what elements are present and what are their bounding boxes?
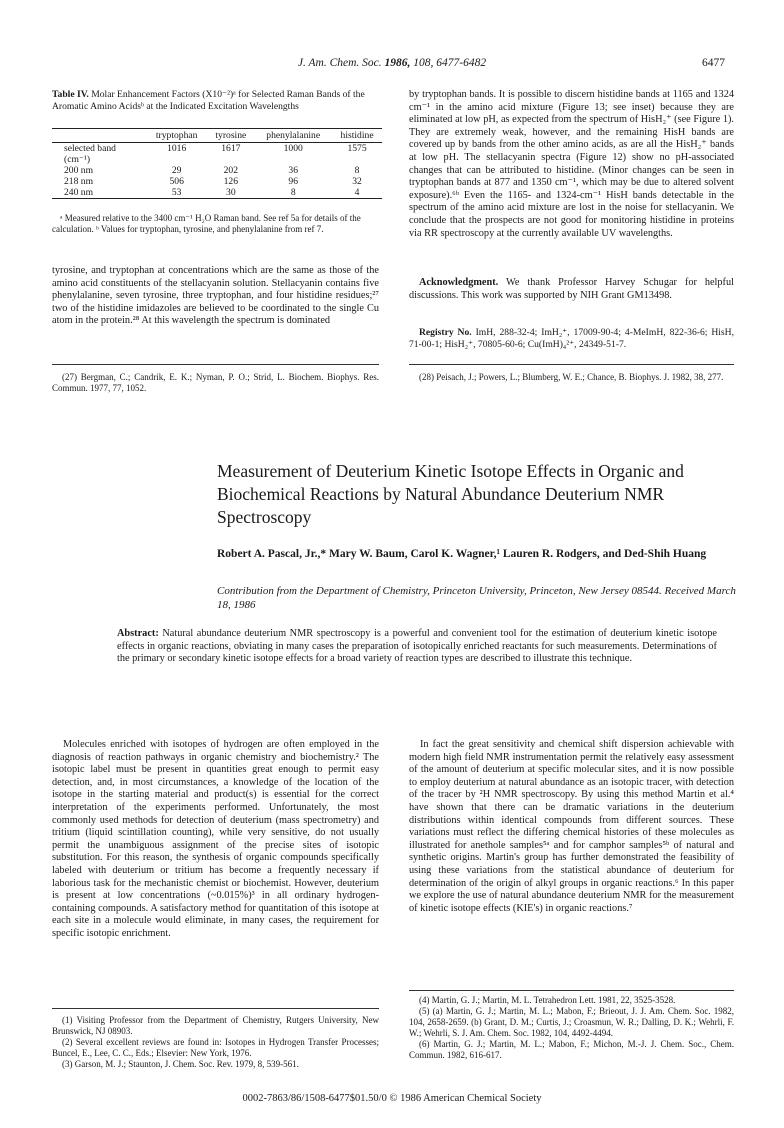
footnote-rule-right-bottom: [409, 990, 734, 991]
table-row: [52, 165, 382, 176]
table-cell: 8: [254, 187, 332, 199]
footnotes-right: [409, 995, 734, 1061]
footnote-rule-left-bottom: [52, 1008, 379, 1009]
table-footnote: ᵃ Measured relative to the 3400 cm⁻¹ H₂O Raman band. See ref 5a for details of the calculation. ᵇ Values for tryptophan, tyrosine, and phenylalanine from ref 7.: [52, 213, 361, 234]
table-cell: 96: [288, 176, 298, 187]
enhancement-table: [52, 128, 382, 199]
journal-name: J. Am. Chem. Soc.: [297, 57, 382, 69]
registry-numbers: [409, 327, 734, 352]
footnote-rule-right: [409, 364, 734, 365]
footnote-rule-left: [52, 364, 379, 365]
page-footer: 0002-7863/86/1508-6477$01.50/0 © 1986 American Chemical Society: [242, 1093, 542, 1104]
table-row: [52, 176, 382, 187]
table-cell: 1575: [347, 143, 367, 154]
table-cell: 53: [146, 187, 207, 199]
table-cell: 506: [169, 176, 184, 187]
page-number: 6477: [702, 57, 725, 69]
footnote-item: (5) (a) Martin, G. J.; Martin, M. L.; Mabon, F.; Brieout, J. J. Am. Chem. Soc. 1982, 104, 2658-2659. (b) Grant, D. M.; Curtis, J.; Croasmun, W. R.; Dalling, D. K.; Wehrli, F. W.; Wehrli, S. J. Am. Chem. Soc. 1982, 104, 4492-4494.: [409, 1006, 734, 1038]
registry-text: ImH, 288-32-4; ImH₂⁺, 17009-90-4; 4-MeImH, 822-36-6; HisH, 71-00-1; HisH₂⁺, 70805-60-6; Cu(ImH)₄²⁺, 24349-51-7.: [409, 327, 734, 351]
body-text-left: Molecules enriched with isotopes of hydrogen are often employed in the diagnosis of reaction pathways in organic chemistry and biochemistry.² The isotopic label must be present in quantities great enough to permit easy detection, and, in most circumstances, a knowledge of the location of the isotope in the starting material and product(s) is essential for the correct interpretation of the experiments performed. Unfortunately, the most commonly used methods for detection of deuterium (mass spectrometry) and tritium (liquid scintillation counting), while very sensitive, do not usually permit the unambiguous assignment of the precise sites of isotopic substitution. For this reason, the synthesis of organic compounds specifically labeled with deuterium or tritium has become a frequently necessary if laborious task for the mechanistic chemist or biochemist. However, deuterium is present at low concentrations (~0.015%)³ in all ordinary hydrogen-containing compounds. A satisfactory method for quantitation of this isotope at each site in a molecule would eliminate, in many cases, the requirement for specific isotopic enrichment.: [52, 739, 379, 939]
table-row-label: 240 nm: [52, 187, 146, 199]
table-cell: 126: [223, 176, 239, 187]
reference-28: (28) Peisach, J.; Powers, L.; Blumberg, W. E.; Chance, B. Biophys. J. 1982, 38, 277.: [419, 372, 724, 382]
table-cell: 36: [288, 165, 298, 176]
footnote-item: (6) Martin, G. J.; Martin, M. L.; Mabon, F.; Michon, M.-J. J. Chem. Soc., Chem. Commun. 1982, 616-617.: [409, 1039, 734, 1060]
table-label: Table IV.: [52, 89, 89, 100]
body-text-right: In fact the great sensitivity and chemical shift dispersion achievable with modern high field NMR instrumentation permit the relatively easy assessment of the amount of deuterium at specific molecular sites, and it is now possible to employ deuterium at natural abundance as an isotopic tracer, with detection of the tracer by ²H NMR spectroscopy. By using this method Martin et al.⁴ have shown that there can be dramatic variations in the deuterium distributions within identical compounds from different sources. These variations must reflect the differing chemical histories of these molecules as illustrated for anethole samples⁵ᵃ and for camphor samples⁵ᵇ of natural and synthetic origins. Martin's group has further demonstrated the feasibility of using these variations from the statistical abundance of deuterium for determination of the origin of alkyl groups in organic reactions.⁶ In this paper we explore the use of natural abundance deuterium NMR for the measurement of kinetic isotope effects (KIE's) in organic reactions.⁷: [409, 739, 734, 914]
table-header-cell: phenylalanine: [254, 129, 332, 143]
journal-volume: 108,: [413, 57, 434, 69]
table-header-cell: tryptophan: [146, 129, 207, 143]
table-caption: [52, 89, 382, 113]
table-header-row: [52, 129, 382, 143]
article-title: Measurement of Deuterium Kinetic Isotope Effects in Organic and Biochemical Reactions by Natural Abundance Deuterium NMR Spectroscopy: [217, 461, 684, 527]
abstract: [117, 628, 717, 666]
article-authors: Robert A. Pascal, Jr.,* Mary W. Baum, Carol K. Wagner,¹ Lauren R. Rodgers, and Ded-Shih Huang: [217, 548, 707, 560]
table-cell: 1617: [221, 143, 241, 154]
footnote-item: (3) Garson, M. J.; Staunton, J. Chem. Soc. Rev. 1979, 8, 539-561.: [62, 1059, 299, 1069]
table-row-label: selected band (cm⁻¹): [64, 143, 116, 165]
table-header-cell: histidine: [332, 129, 382, 143]
prev-article-left-text: tyrosine, and tryptophan at concentrations which are the same as those of the amino acid constituents of the stellacyanin solution. Stellacyanin contains five phenylalanine, seven tyrosine, three tryptophan, and four histidine residues;²⁷ two of the histidine imidazoles are believed to be coordinated to the single Cu atom in the protein.²⁸ At this wavelength the spectrum is dominated: [52, 265, 379, 327]
table-header-cell: [52, 129, 146, 143]
abstract-label: Abstract:: [117, 628, 159, 639]
table-cell: 202: [223, 165, 239, 176]
prev-article-right-text: by tryptophan bands. It is possible to discern histidine bands at 1165 and 1324 cm⁻¹ in the amino acid mixture (Figure 13; see inset) because they are eliminated at low pH, as expected from the spectrum of HisH₂⁺ (see Figure 1). They are extremely weak, however, and the remaining HisH bands are covered up by bands from the other amino acids, as are all the HisH₂⁺ bands at low pH. The stellacyanin spectra (Figure 12) show no pH-associated changes that can be attributed to histidine. (Minor changes can be seen in tryptophan bands at 877 and 1350 cm⁻¹, which may be due to altered solvent exposure).⁶ᵇ Even the 1165- and 1324-cm⁻¹ HisH bands detectable in the spectrum of the amino acid mixture are lost in the noise for stellacyanin. We conclude that the prospects are not good for monitoring histidine in proteins via RR spectroscopy at the currently available UV wavelengths.: [409, 89, 734, 239]
acknowledgment-text: We thank Professor Harvey Schugar for helpful discussions. This work was supported by NIH Grant GM13498.: [409, 277, 734, 301]
reference-27: (27) Bergman, C.; Candrik, E. K.; Nyman, P. O.; Strid, L. Biochem. Biophys. Res. Commun. 1977, 77, 1052.: [52, 372, 379, 393]
article-affiliation: Contribution from the Department of Chemistry, Princeton University, Princeton, New Jersey 08544. Received March 18, 1986: [217, 585, 736, 611]
footnote-item: (4) Martin, G. J.; Martin, M. L. Tetrahedron Lett. 1981, 22, 3525-3528.: [419, 995, 676, 1005]
table-cell: 8: [354, 165, 360, 176]
footnote-item: (1) Visiting Professor from the Department of Chemistry, Rutgers University, New Brunswick, NJ 08903.: [52, 1015, 379, 1036]
registry-label: Registry No.: [419, 327, 472, 338]
table-header-cell: tyrosine: [207, 129, 254, 143]
footnote-item: (2) Several excellent reviews are found in: Isotopes in Hydrogen Transfer Processes; Buncel, E., Lee, C. C., Eds.; Elsevier: New York, 1976.: [52, 1037, 379, 1058]
footnotes-left: [52, 1015, 379, 1070]
journal-year: 1986,: [384, 57, 411, 69]
acknowledgment-label: Acknowledgment.: [419, 277, 499, 288]
table-row-label: 200 nm: [64, 165, 94, 176]
table-row: [52, 143, 382, 166]
table-cell: 29: [171, 165, 182, 176]
table-cell: 1000: [283, 143, 303, 154]
table-cell: 4: [332, 187, 382, 199]
table-cell: 32: [352, 176, 362, 187]
table-row: [52, 187, 382, 199]
table-caption-text: Molar Enhancement Factors (X10⁻²)ᵃ for Selected Raman Bands of the Aromatic Amino Acidsᵇ at the Indicated Excitation Wavelengths: [52, 89, 365, 112]
running-header: [0, 57, 784, 69]
table-row-label: 218 nm: [64, 176, 94, 187]
table-cell: 30: [207, 187, 254, 199]
abstract-text: Natural abundance deuterium NMR spectroscopy is a powerful and convenient tool for the estimation of deuterium kinetic isotope effects in organic reactions, obviating in many cases the preparation of isotopically enriched reactants for such measurements. Determinations of the primary or secondary kinetic isotope effects for a broad variety of reaction types are described to illustrate this technique.: [117, 628, 717, 664]
journal-pages: 6477-6482: [436, 57, 487, 69]
table-cell: 1016: [167, 143, 187, 154]
acknowledgment: [409, 277, 734, 302]
